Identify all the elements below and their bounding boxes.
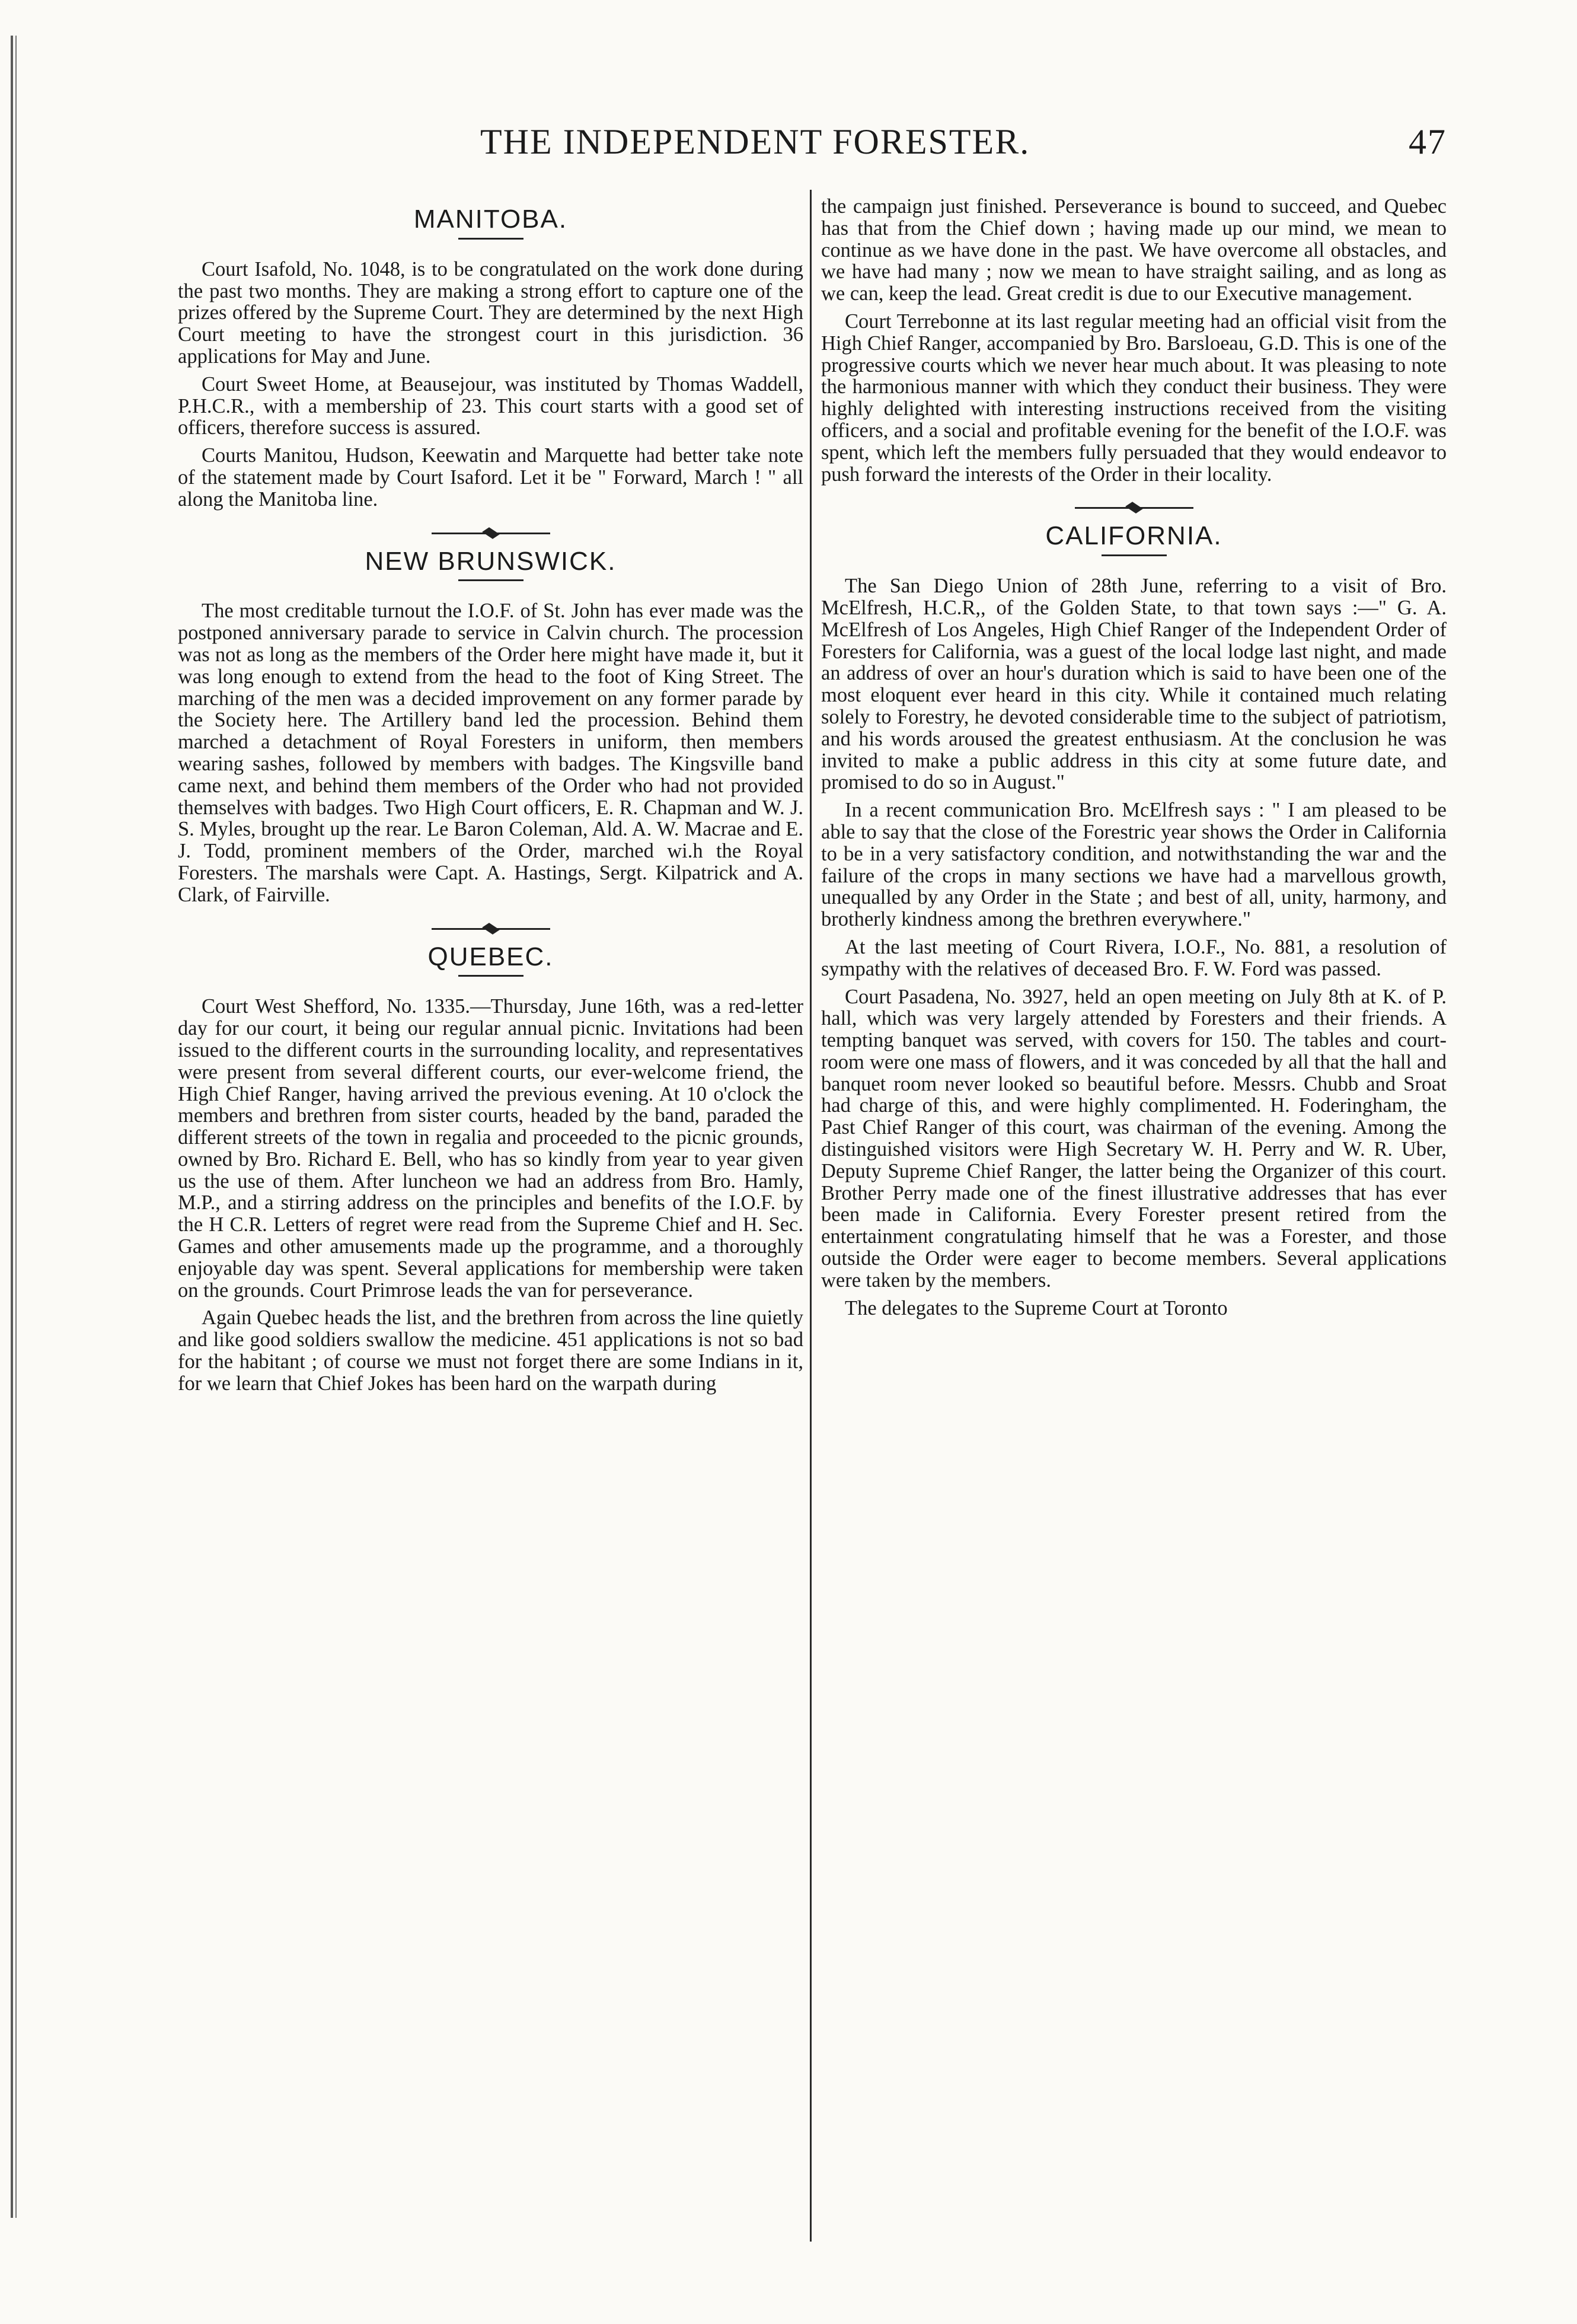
paragraph: Court Isafold, No. 1048, is to be congratulated on the work done during the past two months. They are making a strong effort to capture one of the prizes offered by the Supreme Court. They are determined by the next High Court meeting to have the strongest court in this jurisdiction. 36 applications for May and June. bbox=[178, 257, 803, 368]
paragraph: Court Sweet Home, at Beausejour, was instituted by Thomas Waddell, P.H.C.R., with a membership of 23. This court starts with a good set of officers, therefore success is assured. bbox=[178, 372, 803, 439]
heading-rule bbox=[1102, 554, 1167, 556]
right-column bbox=[821, 196, 1447, 1325]
section-ornament bbox=[1075, 503, 1193, 512]
section-ornament bbox=[432, 924, 550, 933]
section-heading-manitoba: MANITOBA. bbox=[413, 205, 568, 234]
page-number: 47 bbox=[1409, 122, 1447, 161]
paragraph: The San Diego Union of 28th June, referring to a visit of Bro. McElfresh, H.C.R,, of the Golden State, to that town says :—" G. A. McElfresh of Los Angeles, High Chief Ranger of the Independent Order of Foresters for California, was a guest of the local lodge last night, and made an address of over an hour's duration which is said to have been one of the most eloquent ever heard in this city. While it contained much relating solely to Forestry, he devoted considerable time to the subject of patriotism, and his words aroused the greatest enthusiasm. At the conclusion he was invited to make a public address in this city at some future date, and promised to do so in August." bbox=[821, 575, 1447, 794]
paragraph: Court Terrebonne at its last regular meeting had an official visit from the High Chief Ranger, accompanied by Bro. Barsloeau, G.D. This is one of the progressive courts which we never hear much about. It was pleasing to note the harmonious manner with which they conduct their business. They were highly delighted with interesting instructions received from the visiting officers, and a social and profitable evening for the benefit of the I.O.F. was spent, which left the members fully persuaded that they would endeavor to push forward the interests of the Order in their locality. bbox=[821, 310, 1447, 486]
paragraph: Court Pasadena, No. 3927, held an open meeting on July 8th at K. of P. hall, which was very largely attended by Foresters and their friends. A tempting banquet was served, with covers for 150. The tables and court-room were one mass of flowers, and it was conceded by all that the hall and banquet room never looked so beautiful before. Messrs. Chubb and Sroat had charge of this, and were highly complimented. H. Foderingham, the Past Chief Ranger of this court, was chairman of the evening. Among the distinguished visitors were High Secretary W. H. Perry and W. R. Uber, Deputy Supreme Chief Ranger, the latter being the Organizer of this court. Brother Perry made one of the finest illustrative addresses that has ever been made in California. Every Forester present retired from the entertainment congratulating himself that he was a Forester, and those outside the Order were eager to become members. Several applications were taken by the members. bbox=[821, 985, 1447, 1292]
heading-rule bbox=[458, 579, 523, 581]
section-heading-quebec: QUEBEC. bbox=[427, 942, 554, 971]
paragraph: Court West Shefford, No. 1335.—Thursday, June 16th, was a red-letter day for our court, it being our regular annual picnic. Invitations had been issued to the different courts in the surrounding locality, and representatives were present from several different courts, our ever-welcome friend, the High Chief Ranger, having arrived the previous evening. At 10 o'clock the members and brethren from sister courts, headed by the band, paraded the different streets of the town in regalia and proceeded to the picnic grounds, owned by Bro. Richard E. Bell, who has so kindly from year to year given us the use of them. After luncheon we had an address from Bro. Hamly, M.P., and a stirring address on the principles and benefits of the I.O.F. by the H C.R. Letters of regret were read from the Supreme Chief and H. Sec. Games and other amusements made up the programme, and a thoroughly enjoyable day was spent. Several applications for membership were taken on the grounds. Court Primrose leads the van for perseverance. bbox=[178, 995, 803, 1302]
page-binding-edge bbox=[11, 36, 19, 2218]
paragraph: At the last meeting of Court Rivera, I.O.F., No. 881, a resolution of sympathy with the relatives of deceased Bro. F. W. Ford was passed. bbox=[821, 935, 1447, 980]
heading-rule bbox=[458, 238, 523, 240]
section-ornament bbox=[432, 528, 550, 538]
paragraph: Courts Manitou, Hudson, Keewatin and Marquette had better take note of the statement made by Court Isaford. Let it be " Forward, March ! " all along the Manitoba line. bbox=[178, 444, 803, 511]
paragraph: The most creditable turnout the I.O.F. of St. John has ever made was the postponed anniversary parade to service in Calvin church. The procession was not as long as the members of the Order here might have made it, but it was long enough to extend from the head to the foot of King Street. The marching of the men was a decided improvement on any former parade by the Society here. The Artillery band led the procession. Behind them marched a detachment of Royal Foresters in uniform, then members wearing sashes, followed by members with badges. The Kingsville band came next, and behind them members of the Order who had not provided themselves with badges. Two High Court officers, E. R. Chapman and W. J. S. Myles, brought up the rear. Le Baron Coleman, Ald. A. W. Macrae and E. J. Todd, prominent members of the Order, marched wi.h the Royal Foresters. The marshals were Capt. A. Hastings, Sergt. Kilpatrick and A. Clark, of Fairville. bbox=[178, 600, 803, 906]
publication-title: THE INDEPENDENT FORESTER. bbox=[480, 122, 1030, 161]
paragraph: In a recent communication Bro. McElfresh says : " I am pleased to be able to say that the close of the Forestric year shows the Order in California to be in a very satisfactory condition, and notwithstanding the war and the failure of the crops in many sections we have had a marvellous growth, unequalled by any Order in the State ; and best of all, unity, harmony, and brotherly kindness among the brethren everywhere." bbox=[821, 799, 1447, 931]
paragraph: the campaign just finished. Perseverance is bound to succeed, and Quebec has that from the Chief down ; having made up our mind, we mean to continue as we have done in the past. We have overcome all obstacles, and we have had many ; now we mean to have straight sailing, and as long as we can, keep the lead. Great credit is due to our Executive management. bbox=[821, 195, 1447, 305]
section-heading-new-brunswick: NEW BRUNSWICK. bbox=[365, 546, 617, 576]
heading-rule bbox=[458, 975, 523, 977]
column-divider bbox=[810, 190, 812, 2242]
section-heading-california: CALIFORNIA. bbox=[1045, 521, 1222, 551]
paragraph: Again Quebec heads the list, and the brethren from across the line quietly and like good soldiers swallow the medicine. 451 applications is not so bad for the habitant ; of course we must not forget there are some Indians in it, for we learn that Chief Jokes has been hard on the warpath during bbox=[178, 1306, 803, 1395]
paragraph: The delegates to the Supreme Court at Toronto bbox=[845, 1296, 1228, 1319]
left-column bbox=[178, 196, 803, 1401]
page-header bbox=[166, 122, 1447, 175]
